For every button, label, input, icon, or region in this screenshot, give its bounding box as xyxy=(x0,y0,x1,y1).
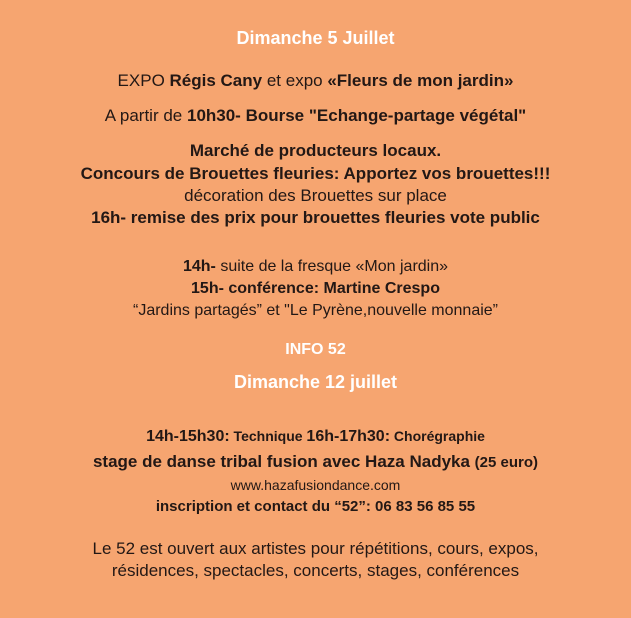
slot-1-time: 14h-15h30: xyxy=(146,428,230,445)
stage-line xyxy=(0,452,631,472)
marche-line: Marché de producteurs locaux. xyxy=(189,141,442,160)
conference-titles: “Jardins partagés” et "Le Pyrène,nouvelle monnaie” xyxy=(133,302,498,319)
slot-1-label: Technique xyxy=(229,428,307,444)
expo-connector: et expo xyxy=(262,71,328,90)
stage-price: (25 euro) xyxy=(474,454,539,471)
heading-july-5: Dimanche 5 Juillet xyxy=(236,28,395,48)
fresque-time: 14h- xyxy=(182,258,216,275)
expo-prefix: EXPO xyxy=(117,71,170,90)
decoration-line: décoration des Brouettes sur place xyxy=(184,186,447,205)
artist-name: Régis Cany xyxy=(169,71,263,90)
stage-text: stage de danse tribal fusion avec Haza Nadyka xyxy=(92,452,475,471)
expo-line xyxy=(0,71,631,91)
remise-line: 16h- remise des prix pour brouettes fleuries vote public xyxy=(91,208,540,227)
fresque-text: suite de la fresque «Mon jardin» xyxy=(215,258,449,275)
heading-july-12: Dimanche 12 juillet xyxy=(233,372,398,392)
slot-2-label: Chorégraphie xyxy=(390,428,485,444)
contact-line: inscription et contact du “52”: 06 83 56 85 55 xyxy=(155,498,476,515)
expo-title: «Fleurs de mon jardin» xyxy=(327,71,514,90)
conference-line: 15h- conférence: Martine Crespo xyxy=(191,280,440,297)
schedule-line xyxy=(0,428,631,446)
website-link[interactable]: www.hazafusiondance.com xyxy=(230,477,401,493)
bourse-prefix: A partir de xyxy=(104,106,187,125)
fresque-line xyxy=(0,258,631,276)
slot-2-time: 16h-17h30: xyxy=(306,428,391,445)
bourse-line xyxy=(0,106,631,126)
info-heading: INFO 52 xyxy=(285,341,346,358)
concours-line: Concours de Brouettes fleuries: Apportez vos brouettes!!! xyxy=(80,164,551,183)
bourse-title: 10h30- Bourse "Echange-partage végétal" xyxy=(186,106,527,125)
open-line-1: Le 52 est ouvert aux artistes pour répétitions, cours, expos, xyxy=(92,539,539,558)
open-line-2: résidences, spectacles, concerts, stages, conférences xyxy=(111,561,520,580)
